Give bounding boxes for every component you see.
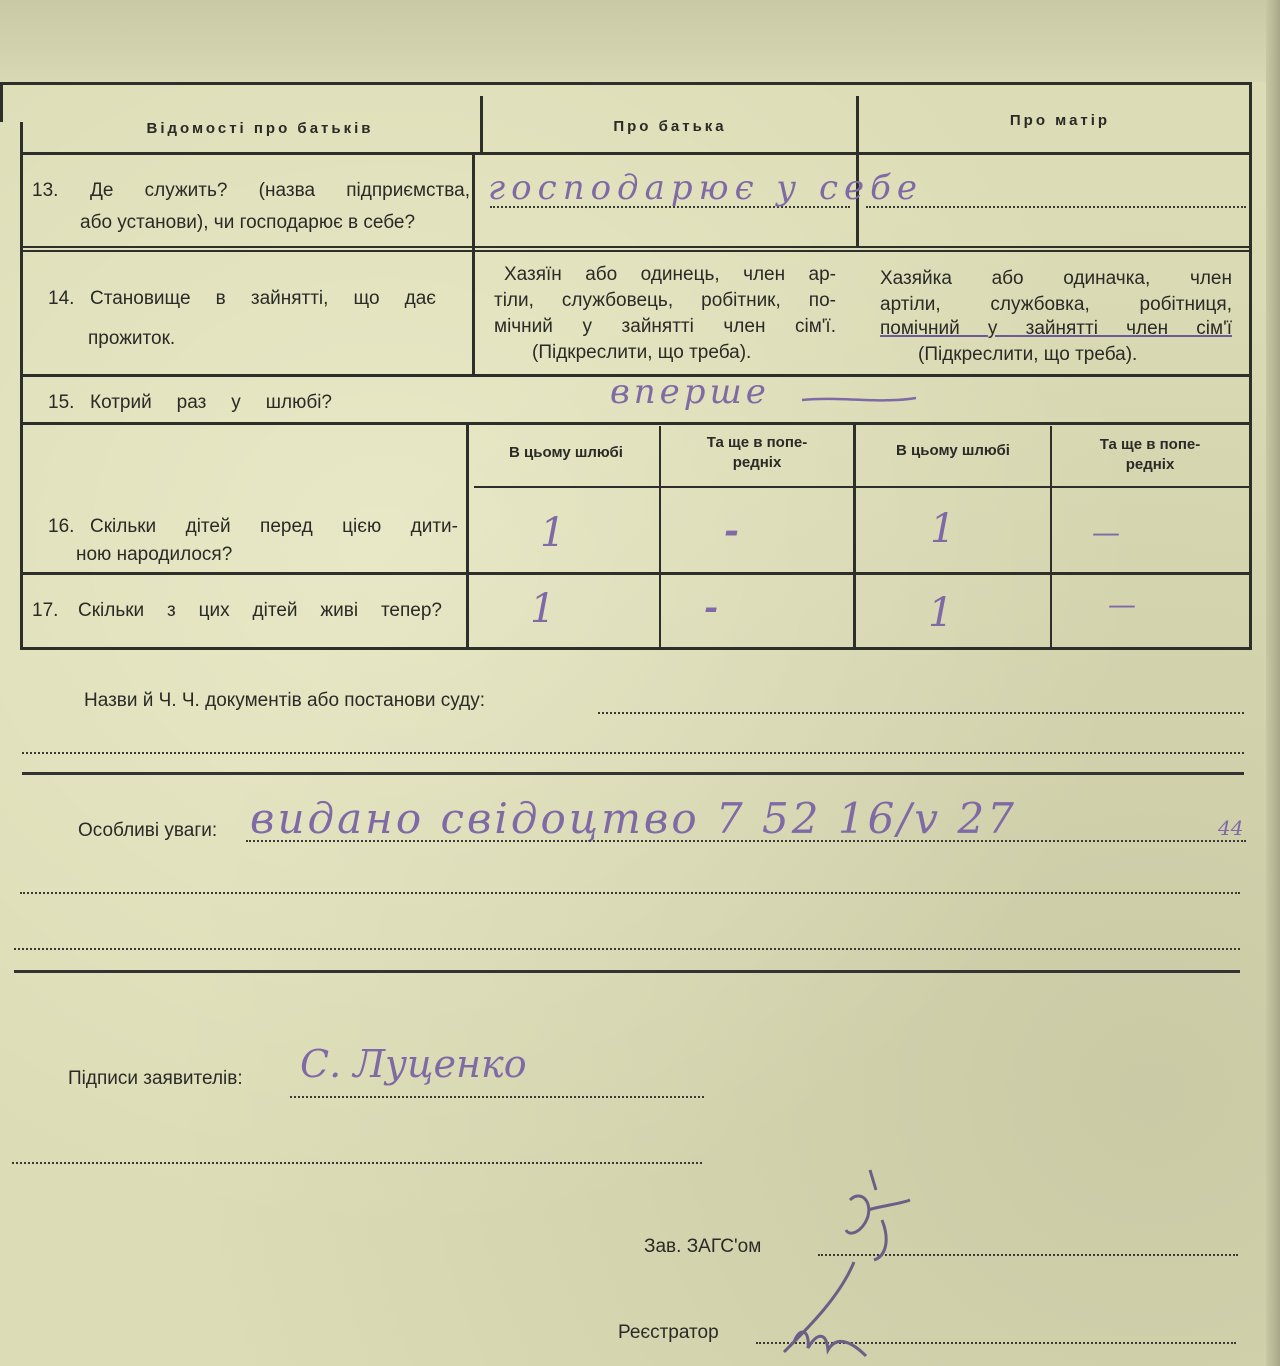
row14-question-line2: прожиток. bbox=[88, 328, 176, 349]
row17-father-prev-value: - bbox=[704, 588, 719, 628]
row16-father-previous-header-line1: Та ще в попе- bbox=[706, 434, 808, 451]
row16-question-line2: ною народилося? bbox=[76, 544, 233, 565]
applicants-signature-line2 bbox=[12, 1162, 702, 1164]
row14-father-option-line3: мічний у зайнятті член сім'ї. bbox=[494, 316, 836, 337]
registrar-signature bbox=[770, 1256, 890, 1366]
documents-label: Назви й Ч. Ч. документів або постанови суду: bbox=[84, 690, 485, 711]
row14-father-note: (Підкреслити, що треба). bbox=[532, 342, 752, 363]
row13-question-line1: Де служить? (назва підприємства, bbox=[90, 180, 470, 201]
row16-father-prev-value: - bbox=[724, 510, 739, 552]
row16-question-line1: Скільки дітей перед цією дити- bbox=[90, 516, 458, 537]
row13-question-line2: або установи), чи господарює в себе? bbox=[80, 212, 416, 233]
notes-margin-mark: 44 bbox=[1218, 816, 1244, 840]
row17-mother-this-value: 1 bbox=[928, 590, 954, 636]
applicants-signature-line1 bbox=[290, 1096, 704, 1098]
row17-question: Скільки з цих дітей живі тепер? bbox=[78, 600, 442, 621]
row15-answer-handwritten: вперше bbox=[610, 372, 770, 412]
notes-field-line3 bbox=[14, 948, 1240, 950]
row14-mother-option-line1: Хазяйка або одиначка, член bbox=[880, 268, 1232, 289]
notes-field-line1 bbox=[246, 840, 1246, 842]
header-parents-info: Відомості про батьків bbox=[146, 120, 374, 137]
row14-father-option-line2: тіли, службовець, робітник, по- bbox=[494, 290, 836, 311]
page-right-edge bbox=[1266, 0, 1280, 1366]
applicants-signature-handwritten: С. Луценко bbox=[300, 1042, 527, 1086]
header-mother: Про матір bbox=[1009, 112, 1111, 129]
header-father: Про батька bbox=[613, 118, 727, 135]
row15-answer-stroke bbox=[800, 392, 920, 408]
row16-father-this-marriage-header: В цьому шлюбі bbox=[509, 444, 623, 461]
notes-handwritten-value: видано свідоцтво 7 52 16/v 27 bbox=[250, 794, 1017, 843]
parents-info-table bbox=[0, 82, 1252, 650]
documents-field-line2 bbox=[22, 752, 1244, 754]
notes-field-line2 bbox=[20, 892, 1240, 894]
row17-number: 17. bbox=[32, 600, 59, 621]
applicants-signatures-label: Підписи заявителів: bbox=[68, 1068, 243, 1089]
section-divider-2 bbox=[14, 970, 1240, 973]
registrar-label: Реєстратор bbox=[618, 1322, 719, 1343]
row14-mother-option-line2: артіли, службовка, робітниця, bbox=[880, 294, 1232, 315]
registry-head-label: Зав. ЗАГС'ом bbox=[644, 1236, 762, 1257]
row14-mother-option-line3-underlined: помічний у зайнятті член сім'ї bbox=[880, 318, 1232, 339]
registry-head-signature bbox=[820, 1160, 930, 1270]
documents-field-line1 bbox=[598, 712, 1244, 714]
row16-mother-this-marriage-header: В цьому шлюбі bbox=[896, 442, 1010, 459]
row17-mother-prev-value: — bbox=[1108, 588, 1136, 621]
row13-answer-handwritten: господарює у себе bbox=[488, 168, 923, 208]
row16-father-this-value: 1 bbox=[540, 510, 566, 556]
row17-father-this-value: 1 bbox=[530, 586, 556, 632]
row16-mother-previous-header-line2: редніх bbox=[1125, 456, 1175, 473]
page-top-shadow bbox=[0, 0, 1280, 82]
row16-mother-this-value: 1 bbox=[930, 506, 956, 552]
row16-mother-previous-header-line1: Та ще в попе- bbox=[1099, 436, 1201, 453]
row16-father-previous-header-line2: редніх bbox=[732, 454, 782, 471]
row14-number: 14. bbox=[48, 288, 75, 309]
row16-number: 16. bbox=[48, 516, 75, 537]
row15-question: Котрий раз у шлюбі? bbox=[90, 392, 332, 413]
row14-mother-note: (Підкреслити, що треба). bbox=[918, 344, 1138, 365]
row14-question-line1: Становище в зайнятті, що дає bbox=[90, 288, 436, 309]
section-divider-1 bbox=[22, 772, 1244, 775]
row15-number: 15. bbox=[48, 392, 75, 413]
notes-label: Особливі уваги: bbox=[78, 820, 218, 841]
row16-mother-prev-value: — bbox=[1092, 516, 1120, 549]
row13-number: 13. bbox=[32, 180, 59, 201]
row14-father-option-line1: Хазяїн або одинець, член ар- bbox=[504, 264, 836, 285]
